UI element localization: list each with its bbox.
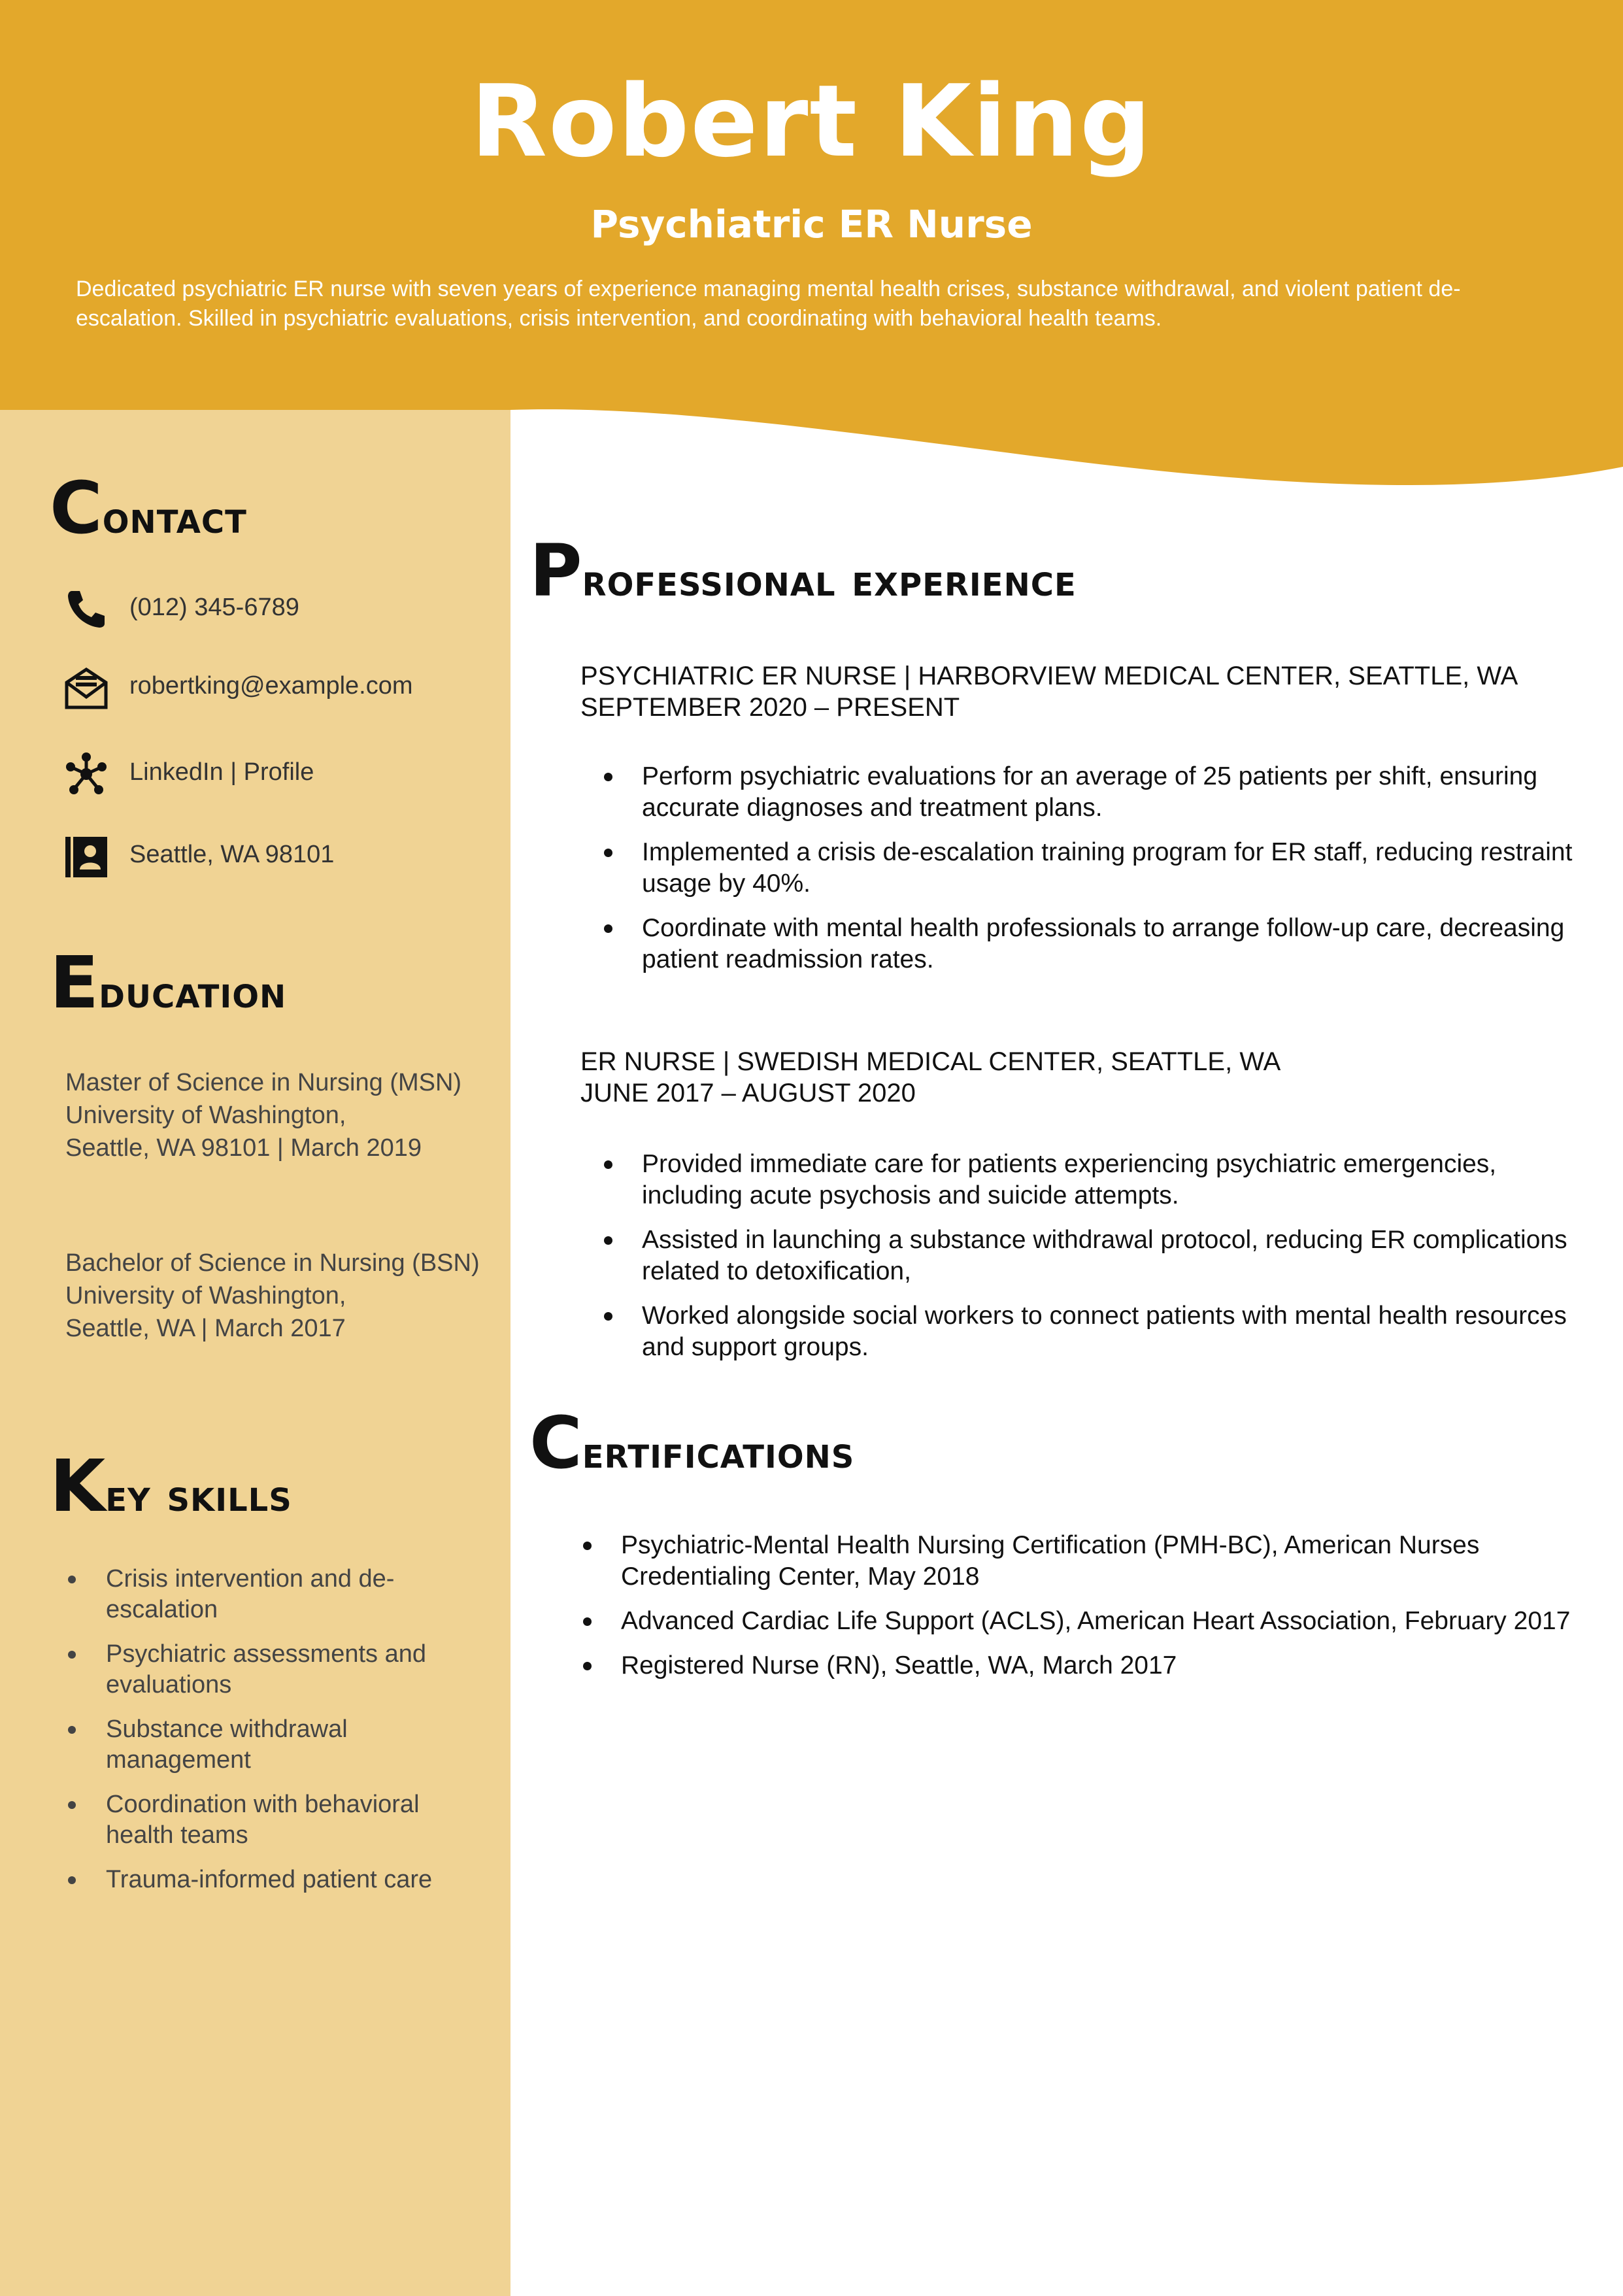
list-item: Advanced Cardiac Life Support (ACLS), American Heart Association, February 2017 [580,1606,1600,1637]
skills-list [65,1564,484,1909]
network-icon [63,751,110,798]
list-item: Crisis intervention and de-escalation [65,1564,484,1625]
phone-text: (012) 345-6789 [129,594,299,621]
job-bullets [580,1149,1600,1376]
education-entry [65,1247,484,1345]
candidate-title: Psychiatric ER Nurse [590,202,1033,246]
list-item: Assisted in launching a substance withdrawal protocol, reducing ER complications related to detoxification, [580,1224,1600,1287]
list-item: Substance withdrawal management [65,1714,484,1776]
envelope-icon [63,664,110,711]
list-item: Provided immediate care for patients experiencing psychiatric emergencies, including acute psychosis and suicide attempts. [580,1149,1600,1211]
phone-icon [63,586,110,633]
candidate-name: Robert King [471,63,1152,179]
list-item: Implemented a crisis de-escalation training program for ER staff, reducing restraint usage by 40%. [580,837,1600,900]
contact-heading: Contact [50,466,247,550]
school: University of Washington, [65,1102,346,1129]
list-item: Worked alongside social workers to connect patients with mental health resources and support groups. [580,1300,1600,1363]
contact-linkedin [63,751,494,803]
school: University of Washington, [65,1282,346,1309]
job-header [580,1046,1600,1109]
job-title: ER NURSE | SWEDISH MEDICAL CENTER, SEATTLE, WA [580,1047,1281,1076]
job-header [580,660,1600,723]
linkedin-text[interactable]: LinkedIn | Profile [129,758,314,786]
location-text: Seattle, WA 98101 [129,841,335,868]
certifications-list [580,1530,1600,1695]
contact-phone [63,586,494,638]
contact-email [63,664,494,717]
job-dates: SEPTEMBER 2020 – PRESENT [580,693,960,722]
address-book-icon [63,833,110,880]
education-detail: Seattle, WA 98101 | March 2019 [65,1134,422,1162]
job-bullets [580,761,1600,988]
education-heading: Education [50,941,287,1024]
summary-text: Dedicated psychiatric ER nurse with seven years of experience managing mental health crises, substance withdrawal, and violent patient de-escalation. Skilled in psychiatric evaluations, crisis intervention, and coordinating with behavioral health teams. [76,277,1461,331]
education-entry [65,1066,484,1164]
degree: Master of Science in Nursing (MSN) [65,1069,462,1096]
degree: Bachelor of Science in Nursing (BSN) [65,1249,480,1277]
email-text: robertking@example.com [129,672,413,700]
list-item: Coordination with behavioral health teams [65,1789,484,1851]
job-title: PSYCHIATRIC ER NURSE | HARBORVIEW MEDICAL CENTER, SEATTLE, WA [580,662,1518,690]
list-item: Psychiatric assessments and evaluations [65,1639,484,1700]
list-item: Registered Nurse (RN), Seattle, WA, March 2017 [580,1650,1600,1681]
list-item: Psychiatric-Mental Health Nursing Certification (PMH-BC), American Nurses Credentialing Center, May 2018 [580,1530,1600,1593]
list-item: Perform psychiatric evaluations for an average of 25 patients per shift, ensuring accurate diagnoses and treatment plans. [580,761,1600,824]
list-item: Coordinate with mental health professionals to arrange follow-up care, decreasing patient readmission rates. [580,913,1600,975]
certifications-heading: Certifications [529,1401,855,1485]
experience-heading: Professional experience [529,529,1077,613]
job-dates: JUNE 2017 – AUGUST 2020 [580,1079,916,1107]
list-item: Trauma-informed patient care [65,1865,484,1895]
contact-location [63,833,494,885]
skills-heading: Key skills [50,1444,292,1528]
education-detail: Seattle, WA | March 2017 [65,1315,346,1342]
